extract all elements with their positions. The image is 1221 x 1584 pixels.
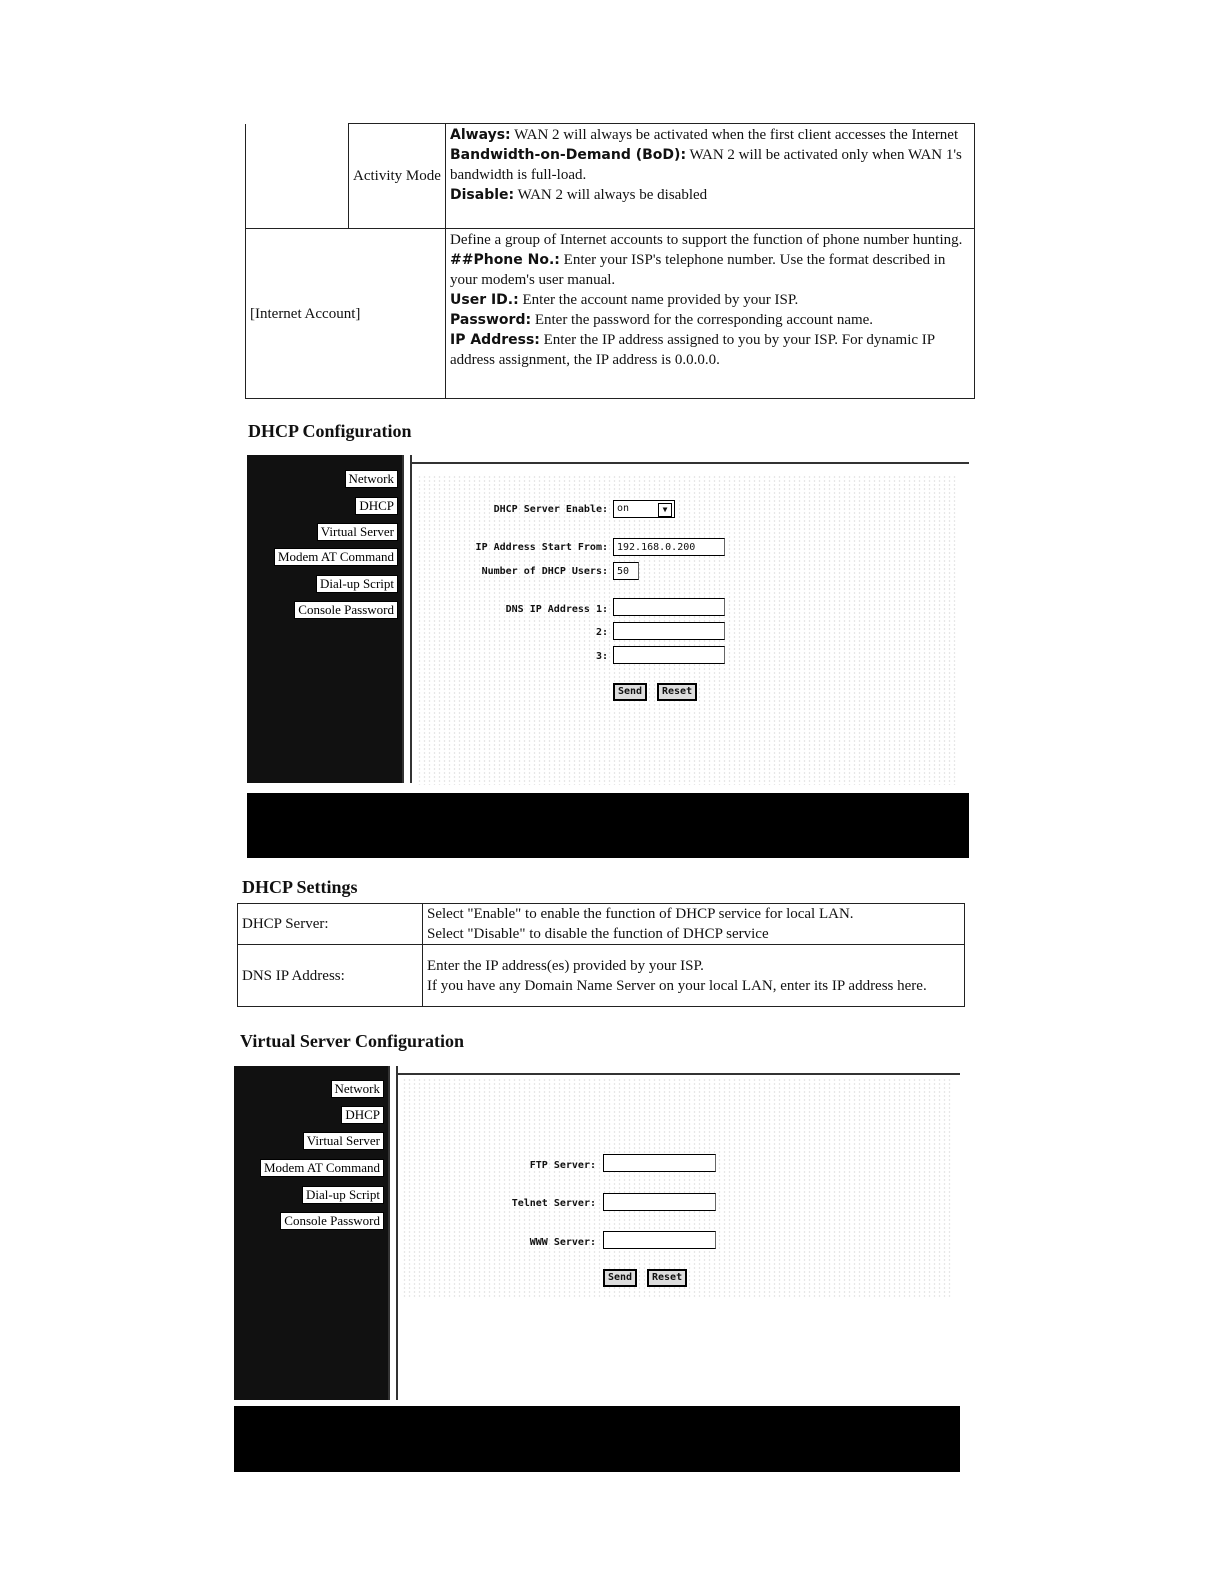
setting-desc xyxy=(423,904,965,945)
phone-text: Enter your ISP's telephone number. Use the format described in your modem's user manual. xyxy=(450,252,946,288)
always-text: WAN 2 will always be activated when the first client accesses the Internet xyxy=(510,127,959,143)
screenshot-footer xyxy=(247,793,969,858)
virtual-sidebar xyxy=(234,1066,398,1400)
ia-intro: Define a group of Internet accounts to support the function of phone number hunting. xyxy=(450,232,963,248)
nav-dialup-script[interactable]: Dial-up Script xyxy=(316,575,398,593)
dhcp-settings-heading: DHCP Settings xyxy=(242,877,358,897)
setting-desc-line: Select "Disable" to disable the function of DHCP service xyxy=(427,926,769,942)
phone-term: ##Phone No.: xyxy=(450,252,560,268)
virtual-server-screenshot xyxy=(234,1066,960,1472)
top-rule xyxy=(398,1073,960,1075)
nav-virtual-server[interactable]: Virtual Server xyxy=(317,523,398,541)
dns2-label: 2: xyxy=(595,627,608,638)
wan-settings-table xyxy=(245,123,975,399)
dhcp-enable-value: on xyxy=(617,503,630,514)
ip-term: IP Address: xyxy=(450,332,540,348)
nav-virtual-server[interactable]: Virtual Server xyxy=(303,1132,384,1150)
nav-modem-at-command[interactable]: Modem AT Command xyxy=(260,1159,384,1177)
dns1-input[interactable] xyxy=(613,598,725,616)
ip-text: Enter the IP address assigned to you by your ISP. For dynamic IP address assignment, the IP address is 0.0.0.0. xyxy=(450,332,935,368)
dns3-label: 3: xyxy=(595,651,608,662)
reset-button[interactable]: Reset xyxy=(657,683,697,701)
internet-account-desc xyxy=(446,229,975,399)
user-text: Enter the account name provided by your ISP. xyxy=(518,292,799,308)
setting-desc xyxy=(423,945,965,1007)
nav-dhcp[interactable]: DHCP xyxy=(341,1106,384,1124)
table-row xyxy=(238,904,965,945)
setting-desc-line: If you have any Domain Name Server on your local LAN, enter its IP address here. xyxy=(427,977,927,994)
always-term: Always: xyxy=(450,127,511,143)
ftp-input[interactable] xyxy=(603,1154,716,1172)
sidebar-divider xyxy=(388,1066,398,1400)
telnet-input[interactable] xyxy=(603,1193,716,1211)
www-label: WWW Server: xyxy=(529,1237,596,1248)
dhcp-enable-select[interactable] xyxy=(613,500,675,518)
reset-button[interactable]: Reset xyxy=(647,1269,687,1287)
bod-text: WAN 2 will be activated only when WAN 1's bandwidth is full-load. xyxy=(450,147,962,183)
ftp-label: FTP Server: xyxy=(529,1160,596,1171)
dhcp-settings-table xyxy=(237,903,965,1007)
nav-network[interactable]: Network xyxy=(331,1080,385,1098)
dhcp-config-heading: DHCP Configuration xyxy=(248,421,412,441)
bod-term: Bandwidth-on-Demand (BoD): xyxy=(450,147,687,163)
send-button[interactable]: Send xyxy=(603,1269,637,1287)
empty-cell xyxy=(246,124,349,229)
setting-desc-line: Enter the IP address(es) provided by your ISP. xyxy=(427,957,704,974)
ip-start-input[interactable]: 192.168.0.200 xyxy=(613,538,725,556)
nav-dhcp[interactable]: DHCP xyxy=(355,497,398,515)
dhcp-enable-label: DHCP Server Enable: xyxy=(493,504,608,515)
num-users-input[interactable]: 50 xyxy=(613,562,639,580)
nav-dialup-script[interactable]: Dial-up Script xyxy=(302,1186,384,1204)
table-row xyxy=(238,945,965,1007)
num-users-label: Number of DHCP Users: xyxy=(481,566,608,577)
setting-name: DHCP Server: xyxy=(238,904,423,945)
nav-console-password[interactable]: Console Password xyxy=(280,1212,384,1230)
dns1-label: DNS IP Address 1: xyxy=(505,604,608,615)
internet-account-label: [Internet Account] xyxy=(246,229,446,399)
sidebar-divider xyxy=(402,455,412,783)
nav-network[interactable]: Network xyxy=(345,470,399,488)
telnet-label: Telnet Server: xyxy=(511,1198,596,1209)
send-button[interactable]: Send xyxy=(613,683,647,701)
password-text: Enter the password for the corresponding account name. xyxy=(531,312,874,328)
dns2-input[interactable] xyxy=(613,622,725,640)
nav-console-password[interactable]: Console Password xyxy=(294,601,398,619)
disable-term: Disable: xyxy=(450,187,515,203)
nav-modem-at-command[interactable]: Modem AT Command xyxy=(274,548,398,566)
dns3-input[interactable] xyxy=(613,646,725,664)
dhcp-sidebar xyxy=(247,455,412,783)
chevron-down-icon: ▼ xyxy=(658,503,672,517)
setting-name: DNS IP Address: xyxy=(238,945,423,1007)
virtual-server-heading: Virtual Server Configuration xyxy=(240,1031,464,1051)
activity-mode-label: Activity Mode xyxy=(349,124,446,229)
ip-start-label: IP Address Start From: xyxy=(475,542,608,553)
setting-desc-line: Select "Enable" to enable the function of DHCP service for local LAN. xyxy=(427,906,854,922)
activity-mode-desc xyxy=(446,124,975,229)
www-input[interactable] xyxy=(603,1231,716,1249)
scan-noise xyxy=(402,1078,952,1298)
top-rule xyxy=(412,462,969,464)
dhcp-config-screenshot xyxy=(247,455,969,858)
disable-text: WAN 2 will always be disabled xyxy=(514,187,708,203)
user-term: User ID.: xyxy=(450,292,519,308)
screenshot-footer xyxy=(234,1406,960,1472)
password-term: Password: xyxy=(450,312,532,328)
